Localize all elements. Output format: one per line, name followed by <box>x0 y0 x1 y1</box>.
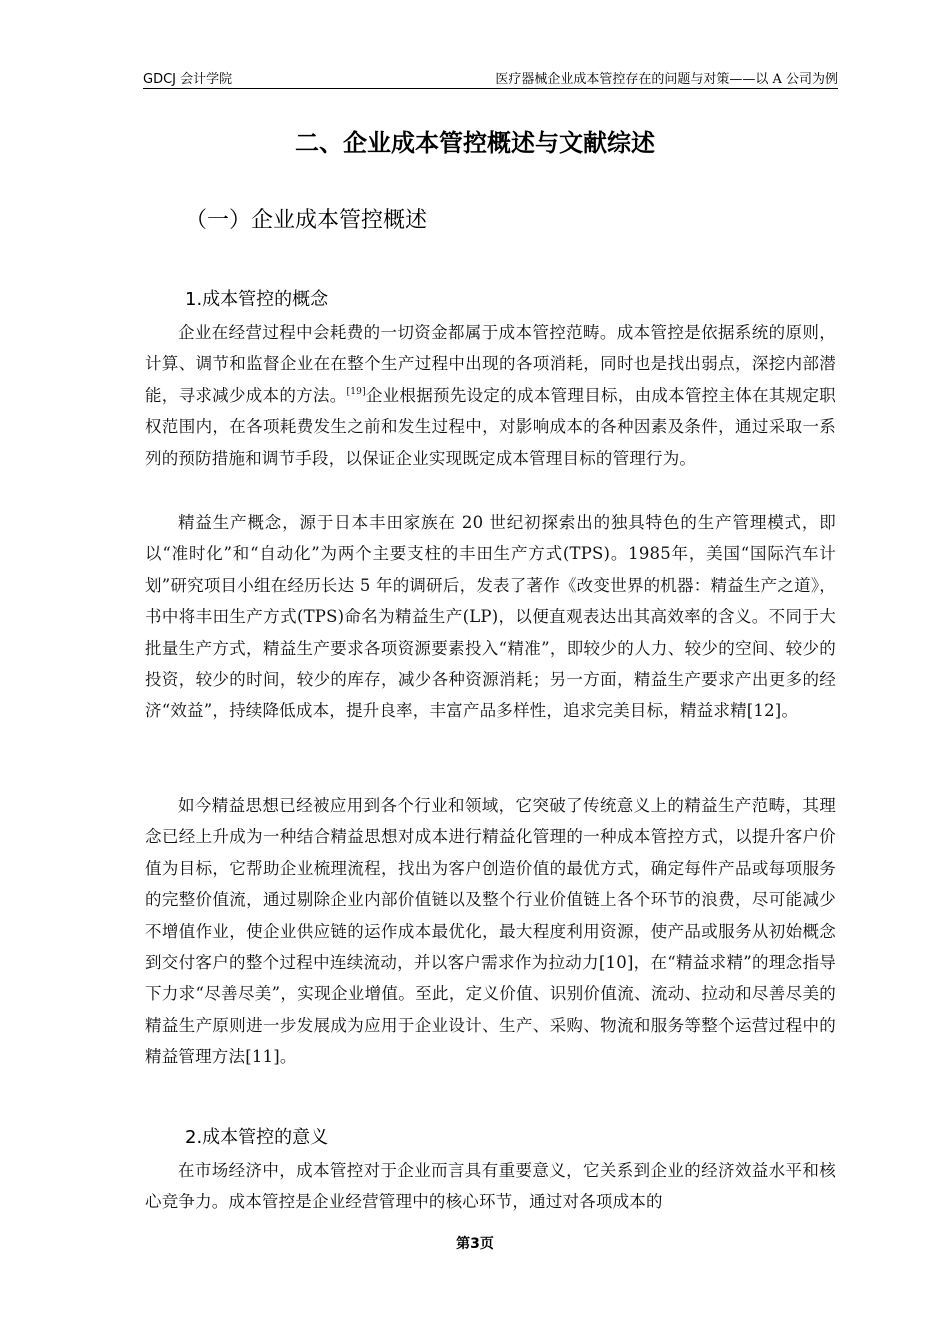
subsection-title-concept: 1.成本管控的概念 <box>185 289 329 310</box>
header-institution: GDCJ 会计学院 <box>143 72 233 87</box>
subsection-title-significance: 2.成本管控的意义 <box>185 1127 329 1148</box>
paragraph-concept-1 <box>145 317 836 474</box>
section-title: （一）企业成本管控概述 <box>185 208 428 233</box>
header-thesis-title: 医疗器械企业成本管控存在的问题与对策——以 A 公司为例 <box>495 72 838 87</box>
paragraph-concept-3: 如今精益思想已经被应用到各个行业和领域，它突破了传统意义上的精益生产范畴，其理念已经上升成为一种结合精益思想对成本进行精益化管理的一种成本管控方式，以提升客户价值为目标，它帮助企业梳理流程，找出为客户创造价值的最优方式，确定每件产品或每项服务的完整价值流，通过剔除企业内部价值链以及整个行业价值链上各个环节的浪费，尽可能减少不增值作业，使企业供应链的运作成本最优化，最大程度利用资源，使产品或服务从初始概念到交付客户的整个过程中连续流动，并以客户需求作为拉动力[10]，在“精益求精”的理念指导下力求“尽善尽美”，实现企业增值。至此，定义价值、识别价值流、流动、拉动和尽善尽美的精益生产原则进一步发展成为应用于企业设计、生产、采购、物流和服务等整个运营过程中的精益管理方法[11]。 <box>145 796 836 1067</box>
paragraph-text: 企业根据预先设定的成本管理目标，由成本管控主体在其规定职权范围内，在各项耗费发生之前和发生过程中，对影响成本的各种因素及条件，通过采取一系列的预防措施和调节手段，以保证企业实现既定成本管理目标的管理行为。 <box>145 385 836 468</box>
page-number: 第3页 <box>456 1236 494 1252</box>
chapter-title: 二、企业成本管控概述与文献综述 <box>295 129 655 157</box>
paragraph-text: 企业在经营过程中会耗费的一切资金都属于成本管控范畴。成本管控是依据系统的原则，计算、调节和监督企业在在整个生产过程中出现的各项消耗，同时也是找出弱点，深挖内部潜能，寻求减少成本的方法。 <box>145 323 836 405</box>
page-header <box>143 66 838 89</box>
paragraph-concept-2: 精益生产概念，源于日本丰田家族在 20 世纪初探索出的独具特色的生产管理模式，即以“准时化”和“自动化”为两个主要支柱的丰田生产方式(TPS)。1985年，美国“国际汽车计划”研究项目小组在经历长达 5 年的调研后，发表了著作《改变世界的机器：精益生产之道》，书中将丰田生产方式(TPS)命名为精益生产(LP)，以便直观表达出其高效率的含义。不同于大批量生产方式，精益生产要求各项资源要素投入“精准”，即较少的人力、较少的空间、较少的投资，较少的时间，较少的库存，减少各种资源消耗；另一方面，精益生产要求产出更多的经济“效益”，持续降低成本，提升良率，丰富产品多样性，追求完美目标，精益求精[12]。 <box>145 513 836 721</box>
citation-marker: [19] <box>346 386 366 397</box>
paragraph-significance-1: 在市场经济中，成本管控对于企业而言具有重要意义，它关系到企业的经济效益水平和核心竞争力。成本管控是企业经营管理中的核心环节，通过对各项成本的 <box>145 1161 836 1212</box>
